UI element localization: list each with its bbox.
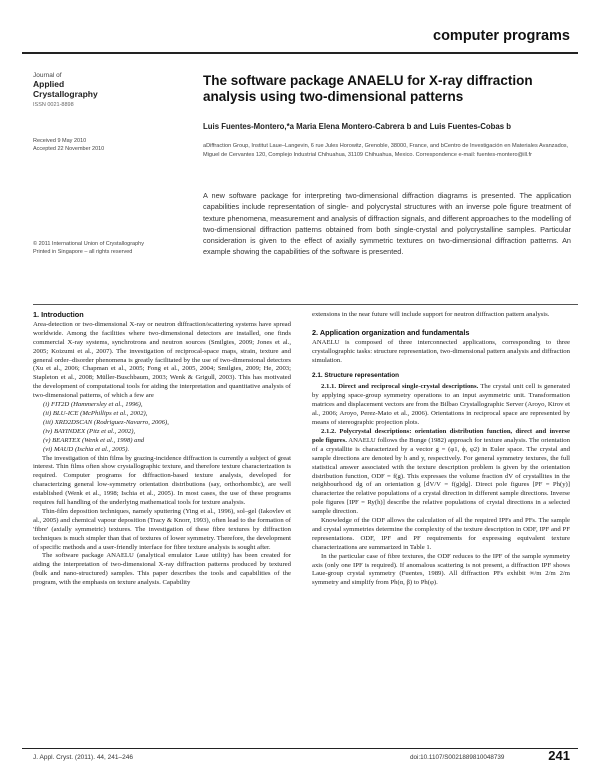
intro-paragraph-2: The investigation of thin films by grazing-incidence diffraction is currently a subject of great interest. Thin films often show crystallographic texture, and therefore texture characterization is required. Computer programs for diffraction-based texture analysis, developed for characterizing general low-symmetry orientation distributions (say, orthorhombic), are well established (Wenk et al., 1998; Ischia et al., 2005). In most cases, the use of these programs requires full handling of the underlying mathematical tools for texture analysis. [33, 454, 291, 507]
intro-paragraph-3: Thin-film deposition techniques, namely sputtering (Ying et al., 1996), sol–gel (Iakovlev et al., 2005) and chemical vapour deposition (Tracy & Knorr, 1993), often lead to the formation of 'fibre' (axially symmetric) textures. The investigation of these fibre textures by diffraction techniques is much simpler than that of textures of lower symmetry. Therefore, the development of specific methods and a user-friendly interface for fibre texture analysis is sought after. [33, 507, 291, 551]
section212-subheading: 2.1.2. Polycrystal descriptions: orientation distribution function, direct and inverse pole figures. [312, 427, 570, 444]
list-item: (ii) BLU-ICE (McPhillips et al., 2002), [43, 409, 148, 417]
journal-block [33, 72, 173, 108]
right-column [312, 311, 570, 588]
list-item: (i) FIT2D (Hammersley et al., 1996), [43, 401, 143, 409]
program-list [33, 401, 291, 454]
section211-paragraph [312, 383, 570, 428]
journal-issn: ISSN 0021-8898 [33, 102, 74, 108]
right-paragraph-4: In the particular case of fibre textures, the ODF reduces to the IPF of the sample symmetry axis (only one IPF is required). If anomalous scattering is not present, a diffraction IPF shows Laue-group crystal symmetry (Fuentes, 1989). All diffraction PFs exhibit ∞/m 2/m 2/m symmetry and simplify from Ph(α, β) to Ph(φ). [312, 552, 570, 587]
printed-line: Printed in Singapore – all rights reserved [33, 249, 133, 255]
received-date: Received 9 May 2010 [33, 138, 87, 144]
section211-subheading: 2.1.1. Direct and reciprocal single-crystal descriptions. [321, 383, 479, 391]
footer-doi: doi:10.1107/S0021889810048739 [410, 754, 505, 761]
copyright-line: © 2011 International Union of Crystallography [33, 241, 144, 247]
list-item: (iv) BAYINDEX (Pitz et al., 2002), [43, 427, 136, 435]
copyright-block [33, 240, 144, 256]
section-title: computer programs [433, 28, 570, 44]
section2-paragraph-1: ANAELU is composed of three interconnected applications, corresponding to three crystallographic tasks: structure representation, two-dimensional pattern analysis and diffraction simulation. [312, 338, 570, 364]
accepted-date: Accepted 22 November 2010 [33, 146, 105, 152]
header-rule [22, 52, 578, 54]
right-paragraph-3: Knowledge of the ODF allows the calculation of all the required IPFs and PFs. The sample and crystal symmetries determine the complexity of the texture description in ODF, IPF and PF representations. ODF, IPF and PF requirements for expressing equivalent texture characterizations are summarized in Table 1. [312, 517, 570, 551]
list-item: (v) BEARTEX (Wenk et al., 1998) and [43, 436, 145, 444]
section212-text: ANAELU follows the Bunge (1982) approach for texture analysis. The orientation of a crystallite is characterized by a vector g = (φ1, ϕ, φ2) in Euler space. The crystal and sample directions are denoted by h and y, respectively. For general symmetry textures, the full statistical answer associated with the texture description problem is given by the orientation distribution function, ODF = f(g). This expresses the volume fraction dV of crystallites in the neighbourhood dg of an orientation g [dV/V = f(g)dg]. Direct pole figures [PF = Ph(y)] characterize the relative populations of a crystal direction in different sample directions. Inverse pole figures [IPF = Ry(h)] describe the relative populations of crystal directions in a selected sample direction. [312, 436, 570, 516]
section211-text: The crystal unit cell is generated by applying space-group symmetry operations to an input asymmetric unit. Transformation matrices and displacement vectors are from the Bilbao Crystallographic Server (Aroyo, Kirov et al., 2006; Aroyo, Perez-Mato et al., 2006). Orientations in reciprocal space are represented by means of stereographic projection plots. [312, 383, 570, 427]
journal-name-line2: Crystallography [33, 89, 98, 99]
article-abstract: A new software package for interpreting two-dimensional diffraction diagrams is presented. The application capabilities include representation of single- and polycrystal structures with an inverse pole figure treatment of texture phenomena, measurement and analysis of diffraction signals, and different approaches to the modelling of two-dimensional diffraction patterns obtained from both single-crystal and polycrystalline samples. Particular consideration is given to the effect of axially symmetric textures on two-dimensional diffraction patterns. An example showing the capabilities of the software is presented. [203, 191, 571, 257]
intro-heading: 1. Introduction [33, 310, 84, 319]
page-number: 241 [548, 748, 570, 763]
article-affiliation: aDiffraction Group, Institut Laue–Langevin, 6 rue Jules Horowitz, Grenoble, 38000, France, and bCentro de Investigación en Materiales Avanzados, Miguel de Cervantes 120, Complejo Industrial Chihuahua, 31109 Chihuahua, Mexico. Correspondence e-mail: fuentes-montero@ill.fr [203, 143, 569, 158]
intro-paragraph-4: The software package ANAELU (analytical emulator Laue utility) has been created for aiding the interpretation of two-dimensional X-ray diffraction patterns produced by textured (bulk and nano-structured) samples. This paper describes the tools and capabilities of the program, with the emphasis on texture analysis. Capability [33, 552, 291, 587]
list-item: (iii) XRD2DSCAN (Rodriguez-Navarro, 2006), [43, 418, 169, 426]
journal-name-line1: Applied [33, 79, 65, 89]
journal-prefix: Journal of [33, 72, 62, 79]
footer-citation: J. Appl. Cryst. (2011). 44, 241–246 [33, 754, 133, 761]
section212-paragraph [312, 428, 570, 517]
intro-paragraph-1: Area-detection or two-dimensional X-ray or neutron diffraction/scattering systems have spread worldwide. Among the facilities where two-dimensional detectors are installed, one finds commercial X-ray systems, synchrotrons and neutron sources (Smilgies, 2009; Jones et al., 2005; Koizumi et al., 2007). The investigation of reciprocal-space maps, strain, texture and general order–disorder phenomena is greatly facilitated by the use of two-dimensional detectors (Xu et al., 2006; Chapman et al., 2005; Fong et al., 2005, 2004; Smilgies, 2009; He, 2003; Stapleton et al., 2008; Müller-Buschbaum, 2003; Wenk & Grigull, 2003). This has motivated the development of computational tools for aiding the interpretation and quantitative analysis of two-dimensional patterns, of which a few are [33, 320, 291, 400]
article-dates [33, 137, 104, 153]
footer-rule [22, 748, 578, 749]
section2-heading: 2. Application organization and fundamentals [312, 327, 470, 337]
article-title: The software package ANAELU for X-ray diffraction analysis using two-dimensional patterns [203, 73, 533, 104]
article-authors: Luis Fuentes-Montero,*a Maria Elena Montero-Cabrera b and Luis Fuentes-Cobas b [203, 122, 512, 131]
left-column [33, 311, 291, 588]
abstract-rule [33, 304, 578, 305]
list-item: (vi) MAUD (Ischia et al., 2005). [43, 445, 130, 453]
section21-heading: 2.1. Structure representation [312, 371, 400, 379]
right-paragraph-0: extensions in the near future will include support for neutron diffraction pattern analysis. [312, 311, 550, 318]
